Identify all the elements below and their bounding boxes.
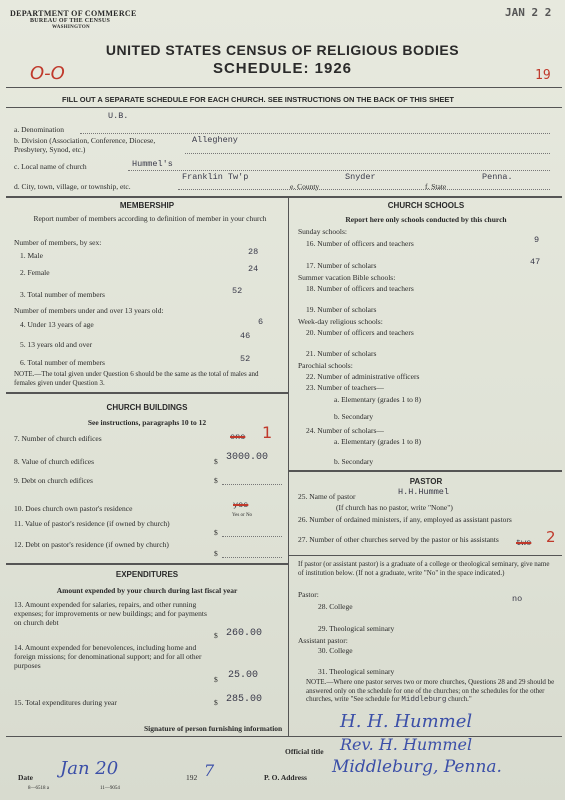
pastor-label: Pastor: — [298, 590, 319, 599]
q29-label: 29. Theological seminary — [318, 624, 395, 633]
city-value: Franklin Tw'p — [182, 172, 249, 182]
local-name-label: c. Local name of church — [14, 162, 87, 171]
q15-value: 285.00 — [226, 694, 263, 705]
q10-label: 10. Does church own pastor's residence — [14, 504, 133, 513]
q20-label: 20. Number of officers and teachers — [306, 328, 414, 337]
q26-label: 26. Number of ordained ministers, if any, employed as assistant pastors — [298, 515, 512, 524]
q6-label: 6. Total number of members — [20, 358, 105, 367]
date-value: Jan 20 — [60, 758, 119, 779]
division-value: Allegheny — [192, 135, 238, 145]
dept-name: DEPARTMENT OF COMMERCE — [10, 9, 137, 18]
city-label: d. City, town, village, or township, etc. — [14, 182, 131, 191]
q1-value: 28 — [248, 247, 259, 257]
fill-line — [222, 557, 282, 558]
official-title-value: Rev. H. Hummel — [340, 735, 473, 754]
q8-dollar: $ — [214, 457, 218, 466]
q12-label: 12. Debt on pastor's residence (if owned by church) — [14, 540, 169, 549]
schedule-title: SCHEDULE: 1926 — [212, 60, 353, 77]
denomination-value: U.B. — [108, 111, 129, 121]
state-value: Penna. — [482, 172, 513, 182]
fill-line — [80, 133, 550, 134]
q25-note: (If church has no pastor, write "None") — [336, 503, 453, 512]
q4-label: 4. Under 13 years of age — [20, 320, 94, 329]
weekday-label: Week-day religious schools: — [298, 317, 383, 326]
q17-value: 47 — [530, 257, 541, 267]
pastor-note-fill: Middleburg — [401, 696, 447, 704]
q23b-label: b. Secondary — [334, 412, 374, 421]
signature-value: H. H. Hummel — [340, 711, 473, 732]
q8-label: 8. Value of church edifices — [14, 457, 95, 466]
pastor-note — [306, 678, 556, 705]
q23-label: 23. Number of teachers— — [306, 383, 384, 392]
pastor-note-text: NOTE.—Where one pastor serves two or more churches, Questions 28 and 29 should be answered only on the schedule for one of the churches; on the schedules for the other churches, write "See schedule for — [306, 678, 555, 703]
official-title-label: Official title — [285, 747, 324, 756]
division-label: b. Division (Association, Conference, Diocese, Presbytery, Synod, etc.) — [14, 136, 156, 154]
q23a-label: a. Elementary (grades 1 to 8) — [334, 395, 422, 404]
expenditures-sub: Amount expended by your church during last fiscal year — [56, 586, 238, 595]
q28-label: 28. College — [318, 602, 353, 611]
q30-label: 30. College — [318, 646, 353, 655]
q2-label: 2. Female — [20, 268, 50, 277]
q18-label: 18. Number of officers and teachers — [306, 284, 414, 293]
q7-label: 7. Number of church edifices — [14, 434, 102, 443]
red-code-mark: O-O — [30, 63, 65, 84]
year-hand: 7 — [204, 761, 215, 780]
q14-value: 25.00 — [228, 670, 259, 681]
summer-label: Summer vacation Bible schools: — [298, 273, 396, 282]
address-label: P. O. Address — [264, 773, 307, 782]
parochial-label: Parochial schools: — [298, 361, 353, 370]
instruction-bar: FILL OUT A SEPARATE SCHEDULE FOR EACH CHURCH. SEE INSTRUCTIONS ON THE BACK OF THIS SHEET — [62, 95, 454, 104]
membership-note: NOTE.—The total given under Question 6 should be the same as the total of males and females given under Question 3. — [14, 370, 259, 387]
rule — [6, 563, 288, 565]
q14-label: 14. Amount expended for benevolences, including home and foreign missions; for denominational support; and for all other purposes — [14, 643, 202, 670]
received-stamp: JAN 2 2 — [505, 6, 552, 19]
membership-heading: MEMBERSHIP — [119, 201, 175, 210]
q7-value: one — [230, 432, 246, 442]
year-prefix: 192 — [186, 773, 198, 782]
q8-value: 3000.00 — [226, 452, 269, 463]
q27-correction: 2 — [546, 528, 556, 546]
q12-dollar: $ — [214, 549, 218, 558]
membership-sub: Report number of members according to definition of member in your church — [33, 214, 267, 223]
schools-sub: Report here only schools conducted by this church — [345, 215, 507, 224]
q16-label: 16. Number of officers and teachers — [306, 239, 414, 248]
q31-label: 31. Theological seminary — [318, 667, 395, 676]
q25-value: H.H.Hummel — [398, 487, 450, 497]
q19-label: 19. Number of scholars — [306, 305, 377, 314]
rule — [6, 87, 562, 88]
sunday-label: Sunday schools: — [298, 227, 347, 236]
buildings-sub: See instructions, paragraphs 10 to 12 — [87, 418, 207, 427]
q27-label: 27. Number of other churches served by the pastor or his assistants — [298, 535, 499, 544]
rule — [6, 736, 562, 737]
bureau-city: WASHINGTON — [52, 25, 90, 30]
q10-value: yes — [233, 500, 249, 510]
q21-label: 21. Number of scholars — [306, 349, 377, 358]
q13-value: 260.00 — [226, 628, 263, 639]
fill-line — [222, 484, 282, 485]
rule — [6, 196, 562, 198]
q16-value: 9 — [534, 235, 540, 245]
q7-correction: 1 — [262, 423, 273, 442]
q22-label: 22. Number of administrative officers — [306, 372, 420, 381]
q17-label: 17. Number of scholars — [306, 261, 377, 270]
form-number: 8—6518 a — [28, 786, 49, 791]
q27-value: two — [516, 538, 532, 548]
rule — [288, 555, 562, 556]
fill-line — [185, 153, 550, 154]
address-value: Middleburg, Penna. — [332, 757, 502, 777]
q15-dollar: $ — [214, 698, 218, 707]
q13-label: 13. Amount expended for salaries, repairs, and other running expenses; for improvements or new buildings; and for payments on church debt — [14, 600, 207, 627]
assistant-label: Assistant pastor: — [298, 636, 348, 645]
pastor-heading: PASTOR — [409, 477, 443, 486]
q9-dollar: $ — [214, 476, 218, 485]
q2-value: 24 — [248, 264, 259, 274]
q5-label: 5. 13 years old and over — [20, 340, 93, 349]
q15-label: 15. Total expenditures during year — [14, 698, 117, 707]
by-sex-label: Number of members, by sex: — [14, 238, 102, 247]
expenditures-heading: EXPENDITURES — [115, 570, 179, 579]
q14-dollar: $ — [214, 675, 218, 684]
signature-label: Signature of person furnishing information — [144, 724, 283, 733]
q5-value: 46 — [240, 331, 251, 341]
q24b-label: b. Secondary — [334, 457, 374, 466]
date-label: Date — [18, 773, 33, 782]
stamp-year: 19 — [535, 68, 551, 83]
q10-hint: Yes or No — [232, 513, 253, 518]
q11-label: 11. Value of pastor's residence (if owned by church) — [14, 519, 170, 528]
q4-value: 6 — [258, 317, 264, 327]
fill-line — [178, 189, 550, 190]
bureau-name: BUREAU OF THE CENSUS — [30, 18, 111, 24]
q11-dollar: $ — [214, 528, 218, 537]
form-title: UNITED STATES CENSUS OF RELIGIOUS BODIES — [105, 42, 460, 58]
form-number-2: 11—9054 — [100, 786, 120, 791]
county-value: Snyder — [345, 172, 376, 182]
q1-label: 1. Male — [20, 251, 43, 260]
local-name-value: Hummel's — [132, 159, 173, 169]
rule — [288, 470, 562, 472]
buildings-heading: CHURCH BUILDINGS — [106, 403, 188, 412]
q9-label: 9. Debt on church edifices — [14, 476, 93, 485]
rule — [6, 392, 288, 394]
column-divider — [288, 196, 289, 736]
q24-label: 24. Number of scholars— — [306, 426, 384, 435]
graduate-note: If pastor (or assistant pastor) is a graduate of a college or theological seminary, give name of institution below. (If not a graduate, write "No" in the space indicated.) — [298, 560, 550, 577]
county-label: e. County — [290, 182, 320, 191]
q25-label: 25. Name of pastor — [298, 492, 356, 501]
pastor-note-end: church." — [448, 695, 472, 703]
schools-heading: CHURCH SCHOOLS — [387, 201, 465, 210]
fill-line — [222, 536, 282, 537]
q3-value: 52 — [232, 286, 243, 296]
q6-value: 52 — [240, 354, 251, 364]
denomination-label: a. Denomination — [14, 125, 64, 134]
fill-line — [128, 170, 550, 171]
q24a-label: a. Elementary (grades 1 to 8) — [334, 437, 422, 446]
state-label: f. State — [425, 182, 447, 191]
q3-label: 3. Total number of members — [20, 290, 105, 299]
rule — [6, 107, 562, 108]
q13-dollar: $ — [214, 631, 218, 640]
q28-value: no — [512, 594, 523, 604]
age-label: Number of members under and over 13 years old: — [14, 306, 164, 315]
